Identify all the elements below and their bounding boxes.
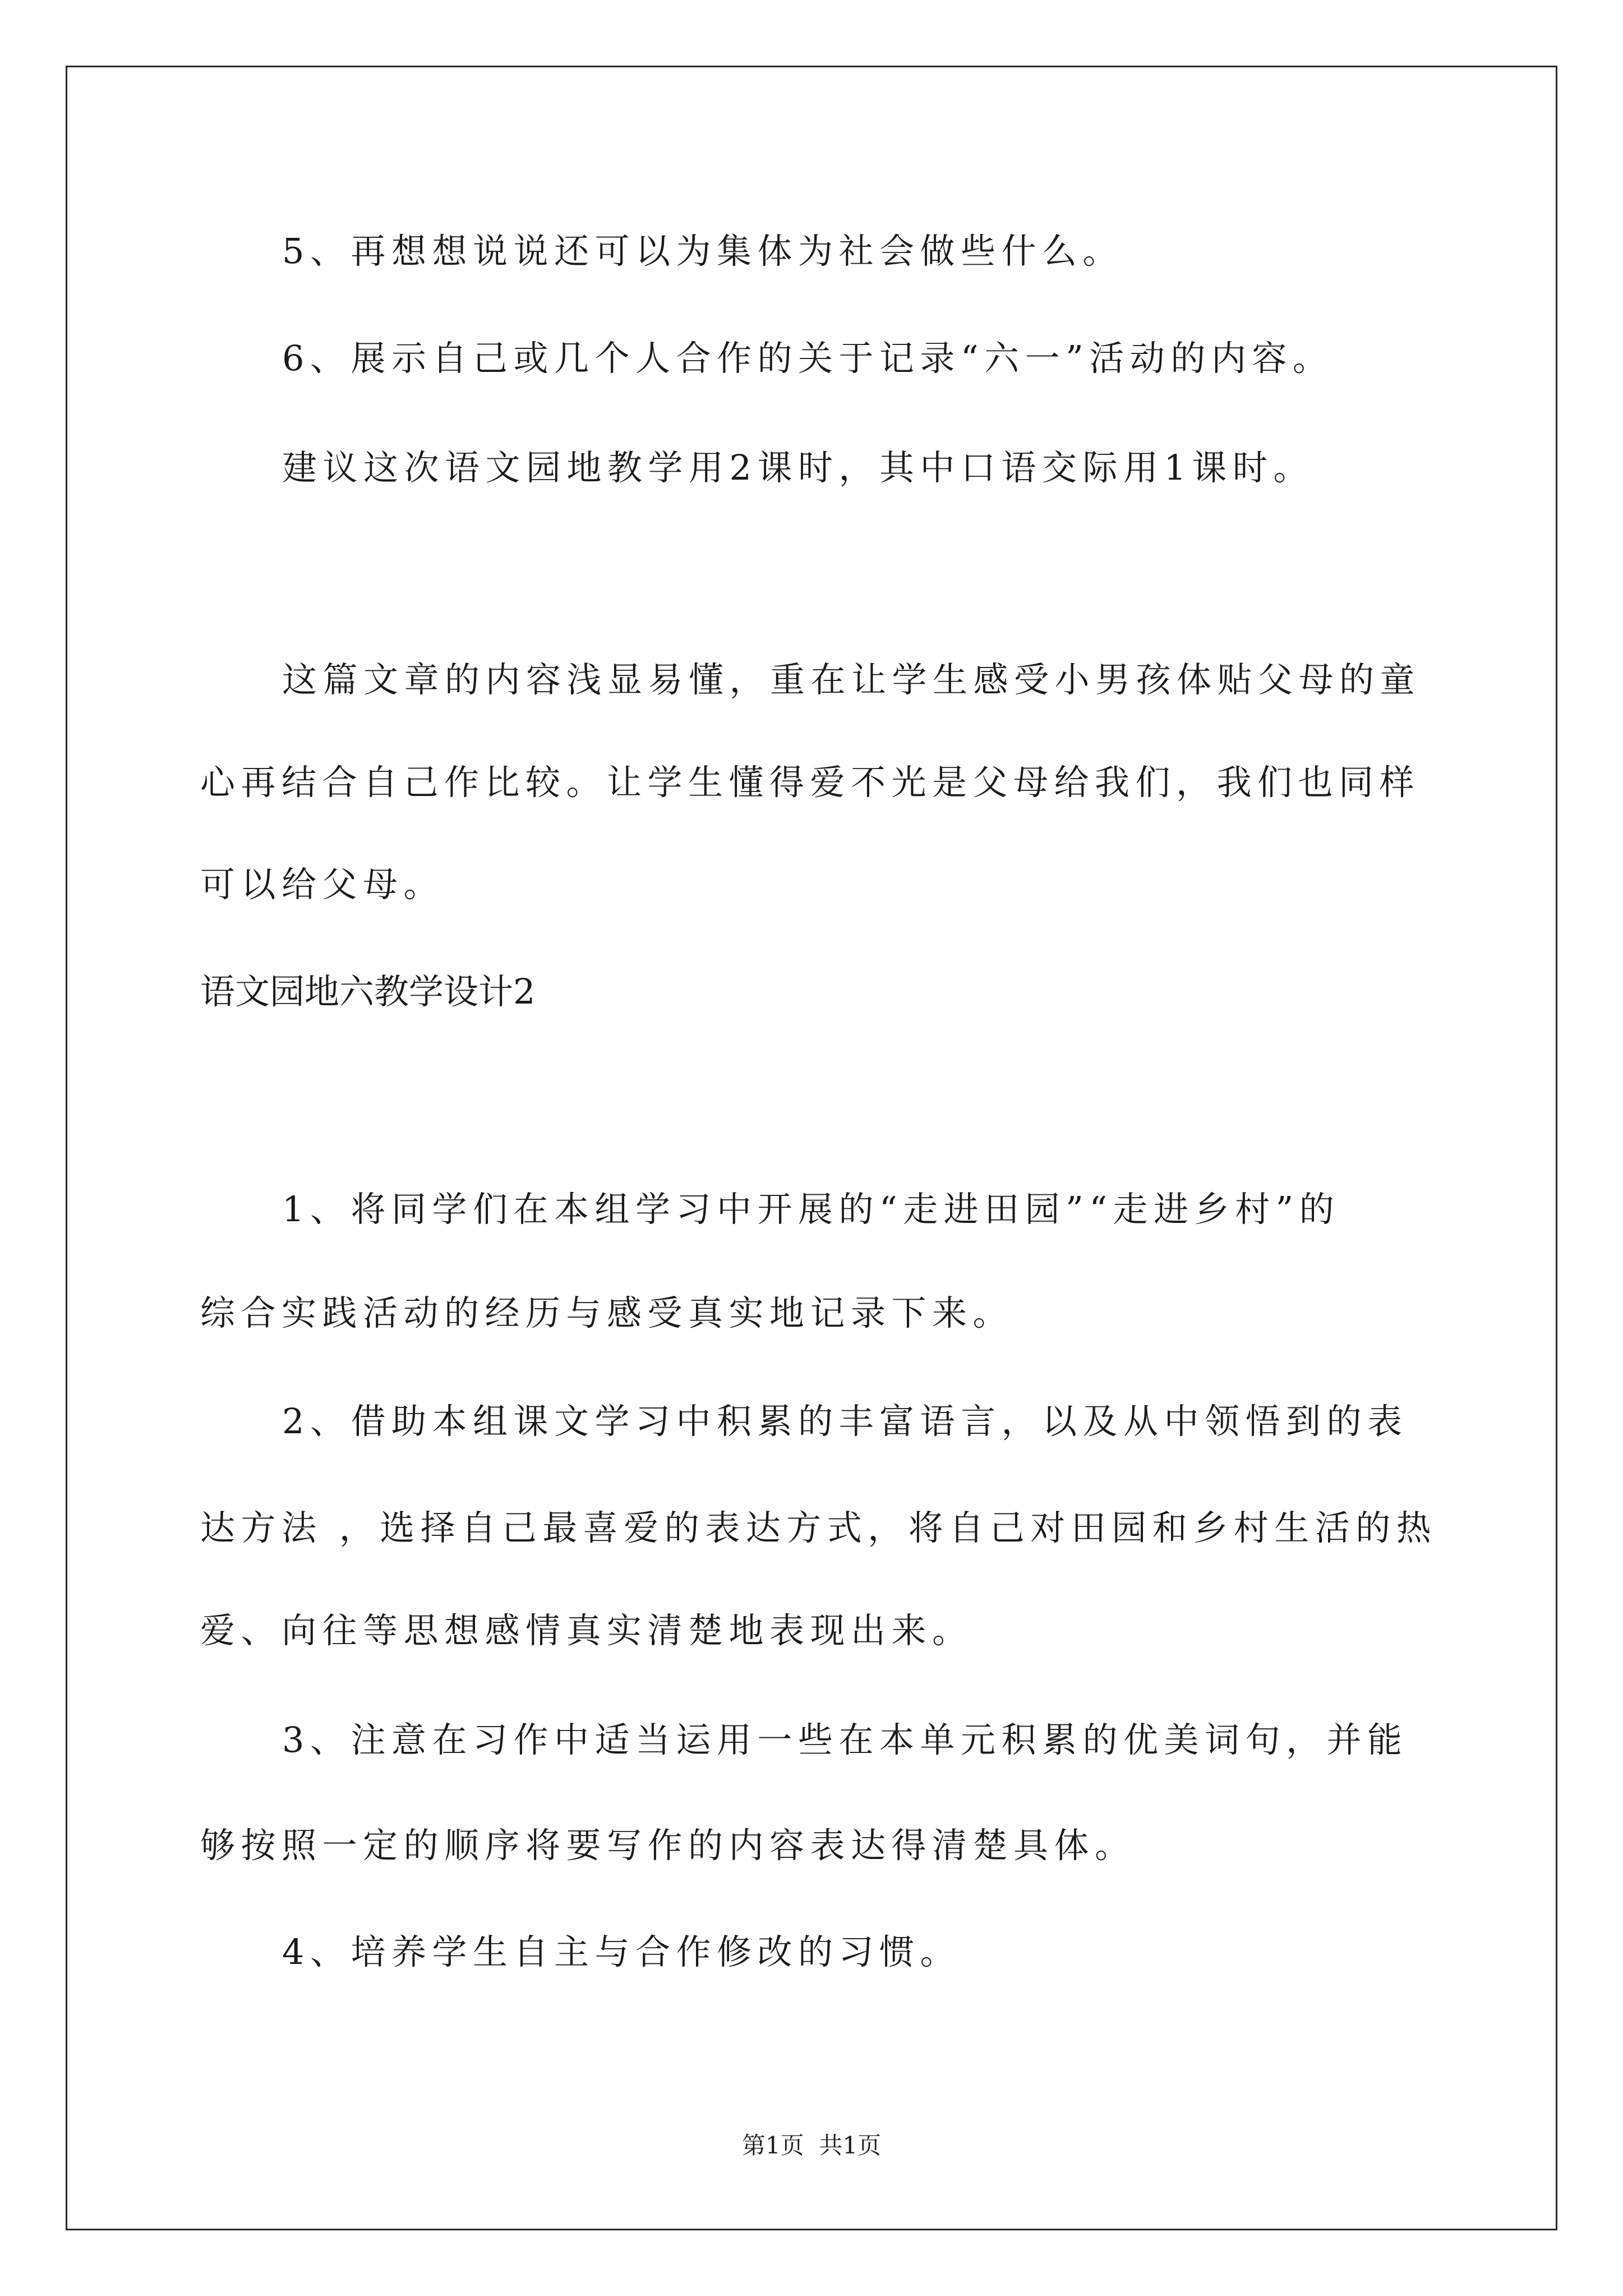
text-line: 可以给父母。 [200, 864, 445, 905]
page-border [66, 66, 1557, 2230]
text-line: 3、注意在习作中适当运用一些在本单元积累的优美词句，并能 [282, 1719, 1408, 1760]
text-line: 2、借助本组课文学习中积累的丰富语言，以及从中领悟到的表 [282, 1401, 1408, 1442]
text-line: 5、再想想说说还可以为集体为社会做些什么。 [282, 231, 1123, 272]
text-line: 6、展示自己或几个人合作的关于记录“六一”活动的内容。 [282, 338, 1334, 379]
text-line: 综合实践活动的经历与感受真实地记录下来。 [200, 1292, 1014, 1333]
text-line: 这篇文章的内容浅显易懂，重在让学生感受小男孩体贴父母的童 [282, 659, 1421, 700]
text-line: 建议这次语文园地教学用2课时，其中口语交际用1课时。 [282, 447, 1314, 488]
text-line: 4、培养学生自主与合作修改的习惯。 [282, 1931, 961, 1972]
text-line: 1、将同学们在本组学习中开展的“走进田园”“走进乡村”的 [282, 1189, 1340, 1230]
section-heading: 语文园地六教学设计2 [200, 971, 536, 1012]
text-line: 心再结合自己作比较。让学生懂得爱不光是父母给我们，我们也同样 [200, 762, 1421, 803]
text-line: 够按照一定的顺序将要写作的内容表达得清楚具体。 [200, 1825, 1136, 1866]
page-footer: 第1页 共1页 [741, 2132, 882, 2159]
text-line: 爱、向往等思想感情真实清楚地表现出来。 [200, 1610, 973, 1651]
text-line: 达方法 ，选择自己最喜爱的表达方式，将自己对田园和乡村生活的热 [200, 1507, 1437, 1548]
